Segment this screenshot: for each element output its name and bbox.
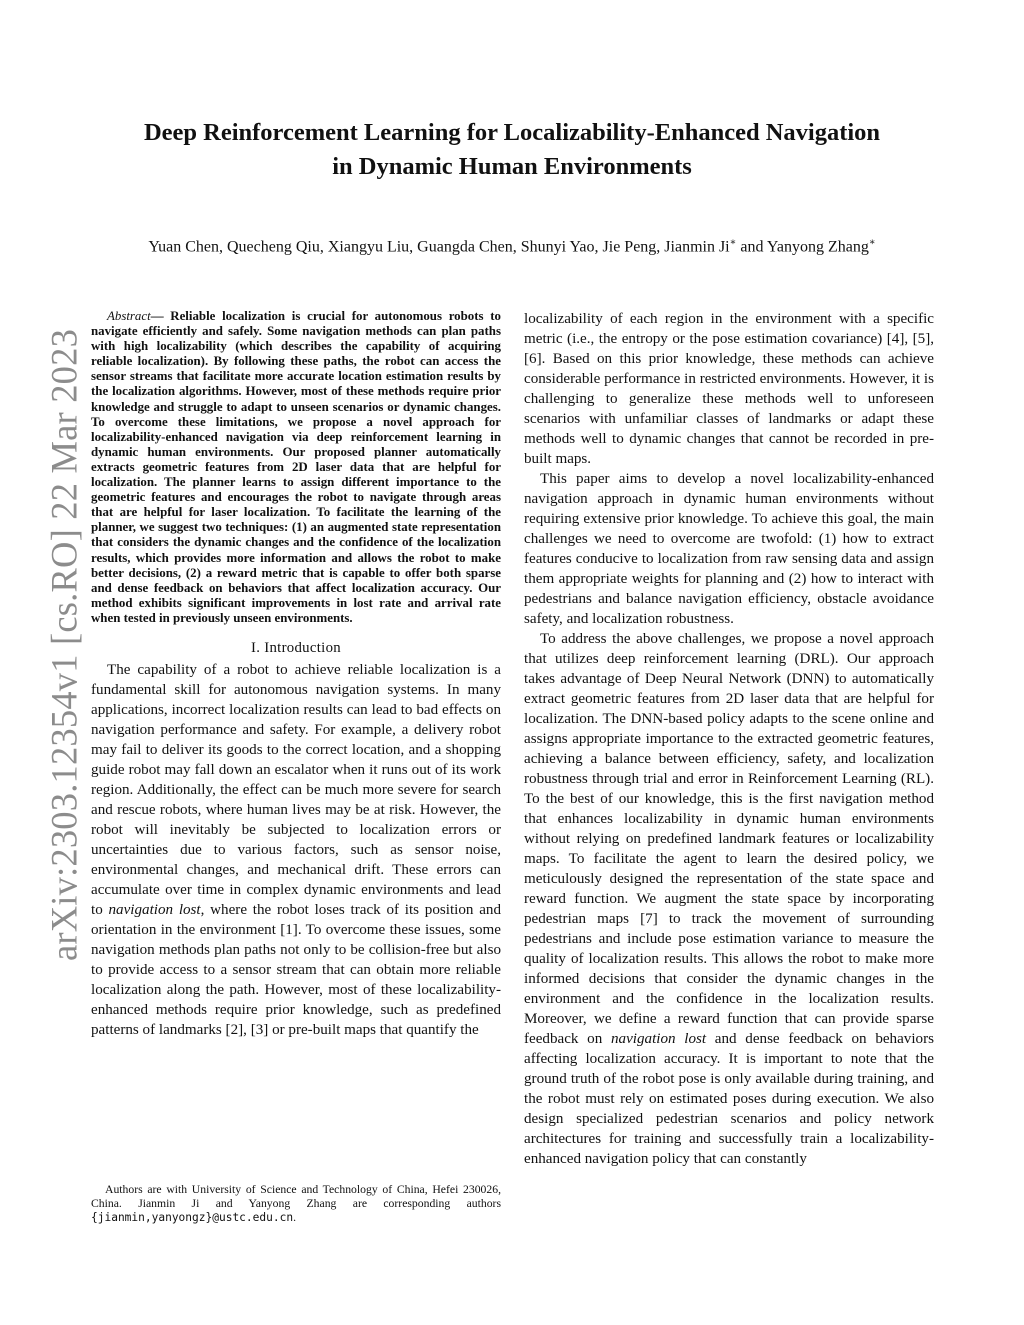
- intro-p3-text: To address the above challenges, we propose a novel approach that utilizes deep reinforcement learning (DRL). Our approach takes advantage of Deep Neural Network (DNN) to automatically extract geometric features from 2D laser data that are helpful for localization. The DNN-based policy adapts to the scene online and assigns appropriate importance to the extracted geometric features, achieving a balance between efficiency, safety, and localization robustness through trial and error in Reinforcement Learning (RL). To the best of our knowledge, this is the first navigation method that enhances localizability in dynamic human environments without relying on predefined landmark features or localizability maps. To facilitate the agent to learn the desired policy, we meticulously designed the representation of the state space and reward function. We augment the state space by incorporating pedestrian maps [7] to track the movement of surrounding pedestrians and include pose estimation variance to measure the quality of localization results. This allows the robot to make more informed decisions that consider the dynamic changes in the environment and the confidence in the localization results. Moreover, we define a reward function that can provide sparse feedback on: [524, 631, 934, 1047]
- intro-paragraph-2: This paper aims to develop a novel localizability-enhanced navigation approach in dynamic human environments without requiring extensive prior knowledge. To achieve this goal, the main challenges we need to overcome are twofold: (1) how to extract features conducive to localization from raw sensing data and assign them appropriate weights for planning and (2) how to interact with pedestrians and balance navigation efficiency, obstacle avoidance safety, and localization robustness.: [524, 471, 934, 627]
- arxiv-identifier: arXiv:2303.12354v1 [cs.RO] 22 Mar 2023: [43, 328, 85, 962]
- intro-p1-text-cont: , where the robot loses track of its position and orientation in the environment [1]. To overcome these issues, some navigation methods plan paths not only to be collision-free but also to provide access to a sensor stream that can obtain more reliable localization along the path. However, most of these localizability-enhanced methods require prior knowledge, such as predefined patterns of landmarks [2], [3] or pre-built maps that quantify the: [91, 901, 501, 1038]
- title-line-1: Deep Reinforcement Learning for Localizability-Enhanced Navigation: [143, 119, 881, 146]
- paper-title: [80, 116, 944, 184]
- footnote: [91, 1183, 501, 1226]
- abstract-text: Reliable localization is crucial for autonomous robots to navigate efficiently and safely. Some navigation methods can plan paths with high localizability (which describes the capability of acquiring reliable localization). By following these paths, the robot can access the sensor streams that facilitate more accurate location estimation results by the localization algorithms. However, most of these methods require prior knowledge and struggle to adapt to unseen scenarios or dynamic changes. To overcome these limitations, we propose a novel approach for localizability-enhanced navigation via deep reinforcement learning in dynamic human environments. Our proposed planner automatically extracts geometric features from 2D laser data that are helpful for localization. The planner learns to assign different importance to the geometric features and encourages the robot to navigate through areas that are helpful for laser localization. To facilitate the learning of the planner, we suggest two techniques: (1) an augmented state representation that considers the dynamic changes and the confidence of the localization results, which provides more information and allows the robot to make better decisions, (2) a reward metric that is capable to offer both sparse and dense feedback on behaviors that affect localization accuracy. Our method exhibits significant improvements in lost rate and arrival rate when tested in previously unseen environments.: [91, 309, 501, 625]
- intro-p3-emphasis: navigation lost: [610, 1031, 707, 1047]
- footnote-text: Authors are with University of Science and Technology of China, Hefei 230026, China. Jianmin Ji and Yanyong Zhang are corresponding authors: [91, 1183, 501, 1211]
- corresponding-mark: ∗: [868, 237, 876, 248]
- intro-paragraph-3: [524, 629, 934, 1169]
- intro-p1-emphasis: navigation lost: [108, 901, 201, 918]
- intro-p3-text-cont: and dense feedback on behaviors affecting localization accuracy. It is important to note that the ground truth of the robot pose is only available during training, and the robot must rely on estimated poses during execution. We also design specialized pedestrian scenarios and policy network architectures for training and successfully train a localizability-enhanced navigation policy that can constantly: [524, 1031, 934, 1167]
- abstract-label: Abstract: [107, 309, 151, 323]
- footnote-emails: {jianmin,yanyongz}@ustc.edu.cn: [91, 1211, 294, 1225]
- footnote-end: .: [293, 1211, 296, 1225]
- corresponding-mark: ∗: [729, 237, 737, 248]
- abstract-dash: —: [150, 309, 171, 323]
- authors-text: Yuan Chen, Quecheng Qiu, Xiangyu Liu, Guangda Chen, Shunyi Yao, Jie Peng, Jianmin Ji: [148, 238, 730, 256]
- intro-paragraph-1-continued: localizability of each region in the environment with a specific metric (i.e., the entropy or the pose estimation covariance) [4], [5], [6]. Based on this prior knowledge, these methods can achieve considerable performance in restricted environments. However, it is challenging to generalize these methods well to unforeseen scenarios with unfamiliar classes of landmarks or adapt these methods well to dynamic changes that cannot be recorded in pre-built maps.: [524, 311, 934, 467]
- left-column: [91, 309, 501, 1040]
- abstract: [91, 309, 501, 626]
- title-line-2: in Dynamic Human Environments: [332, 153, 692, 180]
- author-list: [60, 232, 964, 258]
- intro-paragraph-1: [91, 660, 501, 1040]
- right-column: [524, 309, 934, 1169]
- authors-and: and Yanyong Zhang: [736, 238, 869, 256]
- section-heading-introduction: I. Introduction: [251, 639, 341, 656]
- intro-p1-text: The capability of a robot to achieve reliable localization is a fundamental skill for autonomous navigation systems. In many applications, incorrect localization results can lead to bad effects on navigation performance and safety. For example, a delivery robot may fail to deliver its goods to the correct location, and a shopping guide robot may fall down an escalator when it runs out of its work region. Additionally, the effect can be much more severe for search and rescue robots, where human lives may be at risk. However, the robot will inevitably be subjected to localization errors or uncertainties due to various factors, such as sensor noise, environmental changes, and mechanical drift. These errors can accumulate over time in complex dynamic environments and lead to: [91, 661, 501, 918]
